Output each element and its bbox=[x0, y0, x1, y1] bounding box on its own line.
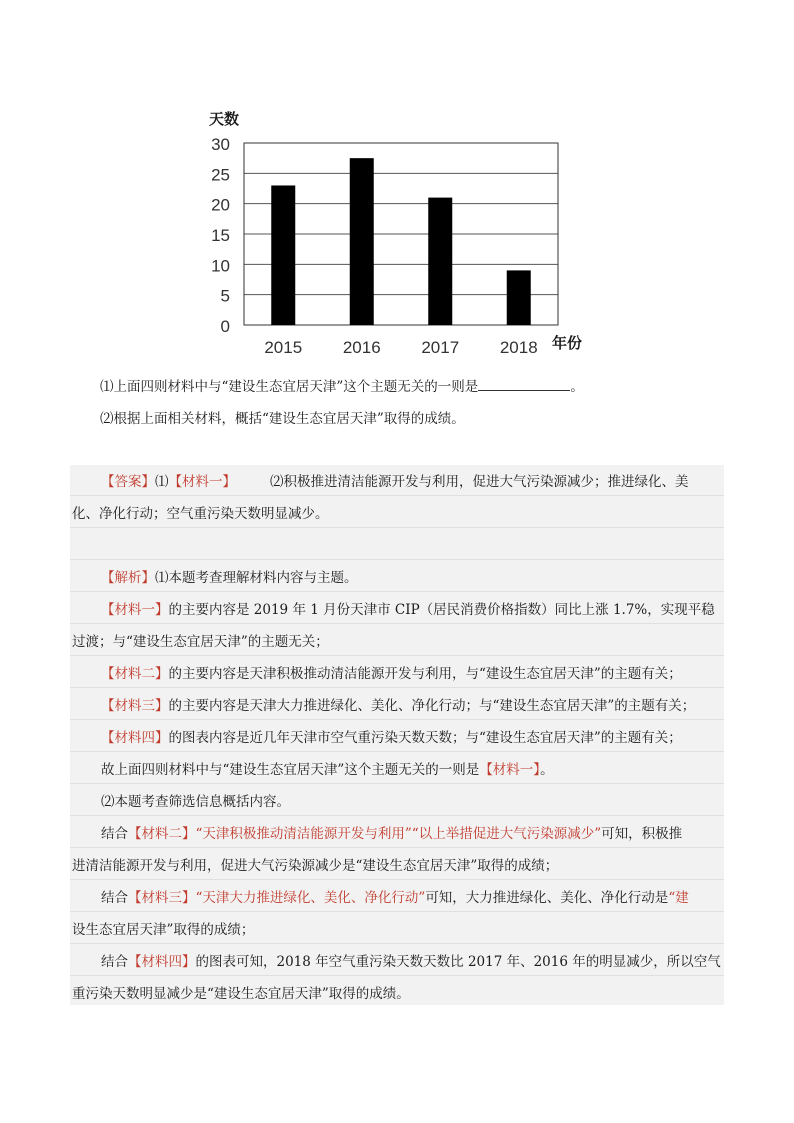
bar-2016 bbox=[350, 158, 374, 325]
bar-2015 bbox=[271, 185, 295, 325]
c2-red-end: “建 bbox=[668, 890, 689, 906]
analysis-c1-cont: 进清洁能源开发与利用，促进大气污染源减少是“建设生态宜居天津”取得的成绩； bbox=[72, 858, 559, 874]
x-tick-label: 2017 bbox=[421, 338, 460, 357]
chart-svg bbox=[200, 104, 600, 364]
c2-pre: 结合 bbox=[101, 890, 128, 906]
c1-quote: “天津积极推动清洁能源开发与利用”“以上举措促进大气污染源减少” bbox=[195, 826, 602, 842]
y-axis-label: 天数 bbox=[209, 110, 240, 128]
analysis-m2-line bbox=[70, 664, 755, 684]
analysis-m4-line bbox=[70, 728, 755, 748]
conclusion-text: 故上面四则材料中与“建设生态宜居天津”这个主题无关的一则是 bbox=[101, 762, 480, 778]
material-4-text: 的图表内容是近几年天津市空气重污染天数天数；与“建设生态宜居天津”的主题有关； bbox=[168, 730, 682, 746]
y-tick-label: 30 bbox=[211, 135, 230, 154]
analysis-intro-text: ⑴本题考查理解材料内容与主题。 bbox=[155, 570, 358, 586]
analysis-m3-line bbox=[70, 696, 755, 716]
y-tick-label: 5 bbox=[220, 286, 230, 306]
analysis-part2-intro: ⑵本题考查筛选信息概括内容。 bbox=[101, 794, 290, 810]
c1-tag: 【材料二】 bbox=[128, 826, 196, 842]
y-tick-label: 25 bbox=[211, 165, 230, 185]
analysis-m1-cont: 过渡；与“建设生态宜居天津”的主题无关； bbox=[72, 634, 329, 650]
analysis-c3-cont: 重污染天数明显减少是“建设生态宜居天津”取得的成绩。 bbox=[72, 986, 410, 1002]
question-1-text: ⑴上面四则材料中与“建设生态宜居天津”这个主题无关的一则是 bbox=[100, 379, 479, 395]
c2-quote: “天津大力推进绿化、美化、净化行动” bbox=[195, 890, 426, 906]
y-tick-label: 15 bbox=[211, 226, 230, 245]
y-tick-label: 0 bbox=[220, 317, 230, 336]
analysis-intro bbox=[70, 568, 755, 588]
x-axis-label: 年份 bbox=[552, 334, 583, 352]
answer-1-text: 【材料一】 bbox=[168, 474, 236, 490]
c3-pre: 结合 bbox=[101, 954, 128, 970]
c1-text: 可知，积极推 bbox=[601, 826, 683, 842]
answer-blank bbox=[478, 377, 570, 391]
analysis-tag: 【解析】 bbox=[101, 570, 155, 586]
analysis-conclusion bbox=[70, 760, 755, 780]
bar-chart bbox=[200, 104, 600, 364]
analysis-m1-line bbox=[70, 600, 755, 620]
material-3-tag: 【材料三】 bbox=[101, 698, 169, 714]
analysis-c3-line bbox=[70, 952, 755, 972]
material-1-text: 的主要内容是 2019 年 1 月份天津市 CIP（居民消费价格指数）同比上涨 1.7%，实现平稳 bbox=[168, 602, 715, 618]
material-3-text: 的主要内容是天津大力推进绿化、美化、净化行动；与“建设生态宜居天津”的主题有关； bbox=[168, 698, 696, 714]
question-1 bbox=[100, 377, 584, 397]
analysis-c1-line bbox=[70, 824, 755, 844]
material-1-tag: 【材料一】 bbox=[101, 602, 169, 618]
x-tick-label: 2016 bbox=[342, 338, 381, 357]
answer-line-2: 化、净化行动；空气重污染天数明显减少。 bbox=[72, 506, 329, 522]
c3-text: 的图表可知，2018 年空气重污染天数天数比 2017 年、2016 年的明显减少，所以空气 bbox=[195, 954, 721, 970]
material-2-tag: 【材料二】 bbox=[101, 666, 169, 682]
c3-tag: 【材料四】 bbox=[128, 954, 196, 970]
analysis-c2-line bbox=[70, 888, 755, 908]
answer-line-1 bbox=[70, 472, 755, 492]
x-tick-label: 2015 bbox=[264, 338, 303, 357]
bar-2018 bbox=[507, 270, 531, 325]
answer-1-num: ⑴ bbox=[155, 474, 169, 490]
conclusion-end: 。 bbox=[540, 762, 554, 778]
question-2: ⑵根据上面相关材料，概括“建设生态宜居天津”取得的成绩。 bbox=[100, 411, 465, 427]
analysis-c2-cont: 设生态宜居天津”取得的成绩； bbox=[72, 922, 255, 938]
question-1-end: 。 bbox=[570, 379, 584, 395]
material-2-text: 的主要内容是天津积极推动清洁能源开发与利用，与“建设生态宜居天津”的主题有关； bbox=[168, 666, 682, 682]
bar-2017 bbox=[428, 198, 452, 325]
c1-pre: 结合 bbox=[101, 826, 128, 842]
x-tick-label: 2018 bbox=[499, 338, 538, 357]
material-4-tag: 【材料四】 bbox=[101, 730, 169, 746]
c2-text: 可知，大力推进绿化、美化、净化行动是 bbox=[425, 890, 669, 906]
c2-tag: 【材料三】 bbox=[128, 890, 196, 906]
y-tick-label: 20 bbox=[211, 195, 230, 215]
conclusion-tag: 【材料一】 bbox=[479, 762, 541, 778]
answer-tag: 【答案】 bbox=[101, 474, 155, 490]
answer-2-text: ⑵积极推进清洁能源开发与利用，促进大气污染源减少；推进绿化、美 bbox=[270, 474, 689, 490]
y-tick-label: 10 bbox=[211, 256, 230, 276]
